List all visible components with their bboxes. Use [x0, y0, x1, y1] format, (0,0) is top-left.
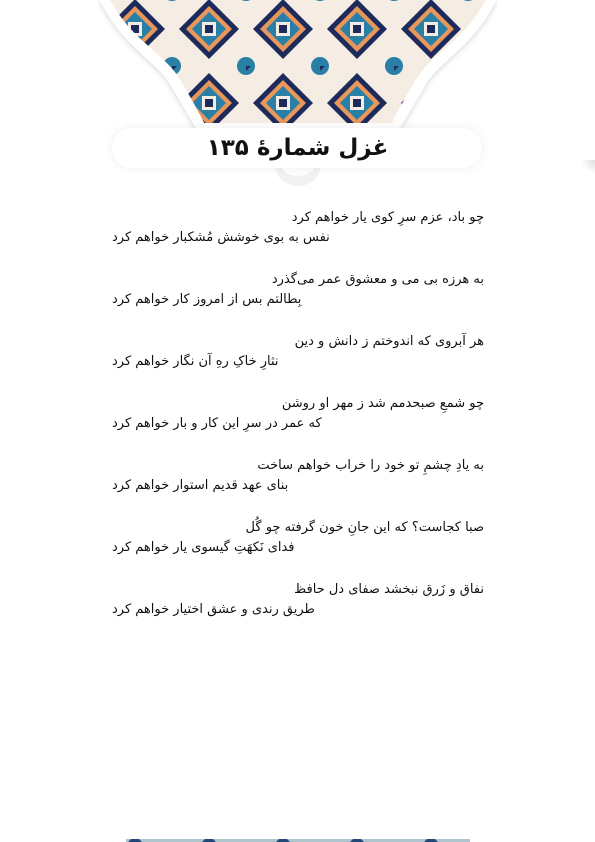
second-hemistich: بنای عهد قدیم استوار خواهم کرد: [112, 478, 289, 493]
second-hemistich: بِطالتم بس از امروز کار خواهم کرد: [112, 292, 302, 307]
second-hemistich: که عمر در سرِ این کار و بار خواهم کرد: [112, 416, 322, 431]
first-hemistich: چو شمعِ صبحدمم شد ز مهر او روشن: [281, 396, 484, 411]
poem-body: [112, 208, 484, 642]
second-hemistich: نثارِ خاکِ رهِ آن نگار خواهم کرد: [112, 354, 279, 369]
first-hemistich: نفاق و زَرق نبخشد صفای دل حافظ: [294, 582, 484, 597]
first-hemistich: صبا کجاست؟ که این جانِ خون گرفته چو گُل: [245, 520, 484, 535]
couplet: [112, 580, 484, 642]
couplet: [112, 456, 484, 518]
couplet: [112, 270, 484, 332]
first-hemistich: چو باد، عزم سرِ کوی یار خواهم کرد: [291, 210, 484, 225]
second-hemistich: نفس به بوی خوشش مُشکبار خواهم کرد: [112, 230, 330, 245]
first-hemistich: به یادِ چشمِ تو خود را خراب خواهم ساخت: [257, 458, 484, 473]
couplet: [112, 332, 484, 394]
page-title: غزل شمارهٔ ۱۳۵: [206, 135, 389, 161]
second-hemistich: طریق رندی و عشق اختیار خواهم کرد: [112, 602, 315, 617]
couplet: [112, 518, 484, 580]
second-hemistich: فدای نَکهَتِ گیسوی یار خواهم کرد: [112, 540, 295, 555]
footer-tile-ornament: [98, 836, 498, 842]
first-hemistich: هر آبروی که اندوختم ز دانش و دین: [294, 334, 484, 349]
couplet: [112, 208, 484, 270]
first-hemistich: به هرزه بی می و معشوق عمر می‌گذرد: [271, 272, 484, 287]
page-corner-shadow: [581, 160, 595, 174]
couplet: [112, 394, 484, 456]
